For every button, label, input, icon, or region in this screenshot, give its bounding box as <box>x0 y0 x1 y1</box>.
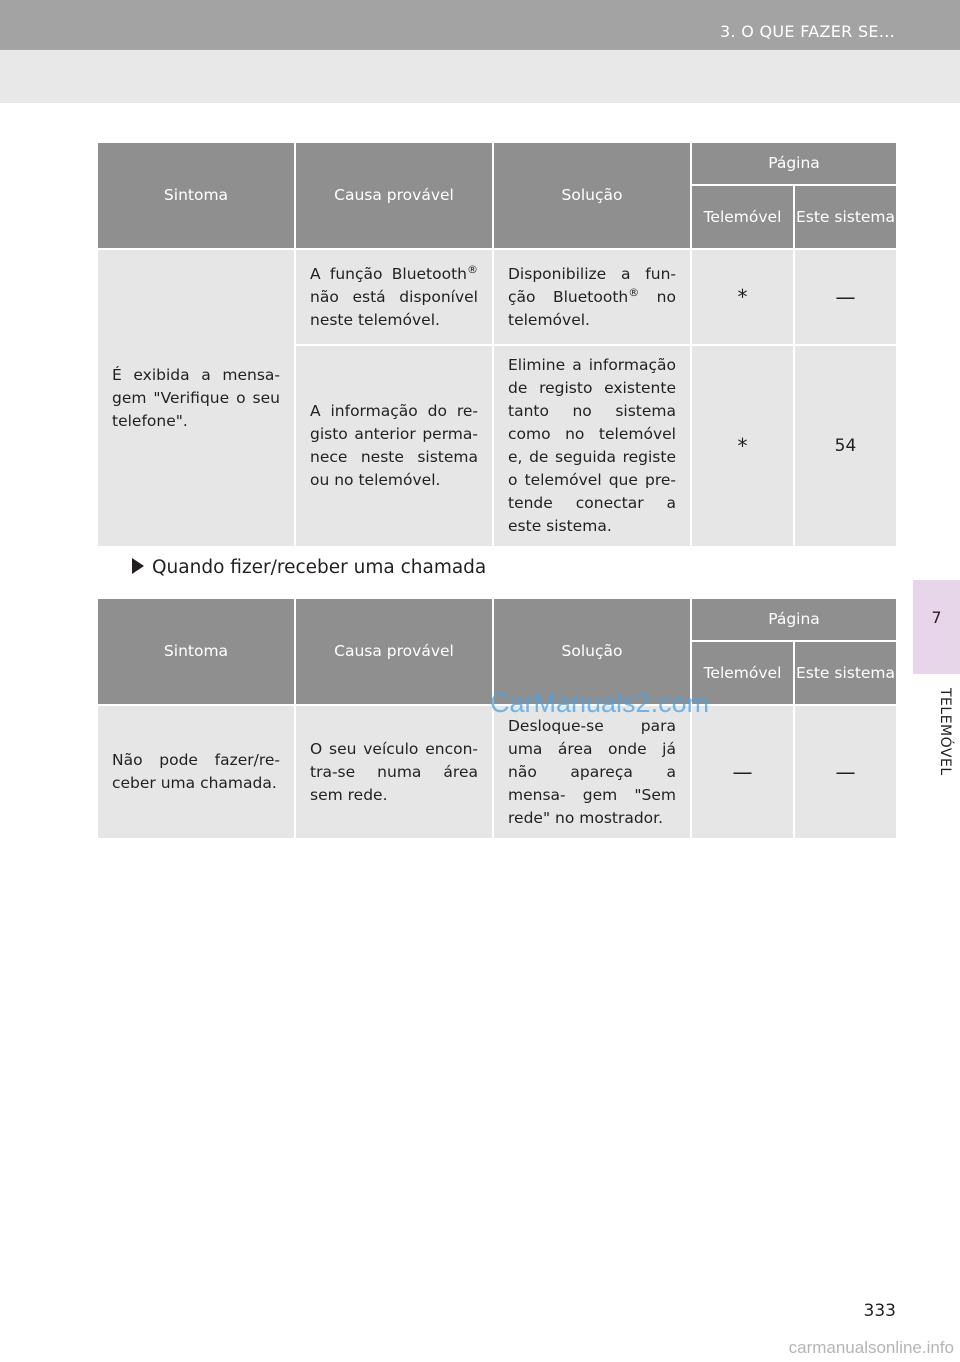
solution-cell: Elimine a informação de registo existente tanto no sistema como no telemóvel e, de seguida registe o telemóvel que pre- tende conectar a este sistema. <box>493 345 691 547</box>
chapter-tab <box>913 580 960 674</box>
header-sintoma: Sintoma <box>97 142 295 249</box>
symptom-cell: Não pode fazer/re- ceber uma chamada. <box>97 705 295 839</box>
bullet-triangle-icon <box>132 558 144 574</box>
cause-text: A função Bluetooth <box>310 264 467 283</box>
header-pagina: Página <box>691 598 897 641</box>
header-bar <box>0 0 960 50</box>
page-number: 333 <box>863 1301 896 1321</box>
table-row <box>97 249 897 345</box>
chapter-tab-label: TELEMÓVEL <box>937 688 953 776</box>
telemovel-page-cell: * <box>691 249 794 345</box>
solution-text: no telemóvel. <box>508 287 676 329</box>
header-causa: Causa provável <box>295 598 493 705</box>
solution-cell: Desloque-se para uma área onde já não apareça a mensa- gem "Sem rede" no mostrador. <box>493 705 691 839</box>
header-este-sistema: Este sistema <box>794 185 897 249</box>
header-sintoma: Sintoma <box>97 598 295 705</box>
section-heading <box>132 557 486 578</box>
cause-cell: O seu veículo encon- tra-se numa área sem rede. <box>295 705 493 839</box>
header-solucao: Solução <box>493 142 691 249</box>
solution-text: Disponibilize a fun- ção Bluetooth <box>508 264 676 306</box>
header-este-sistema: Este sistema <box>794 641 897 705</box>
registered-mark: ® <box>628 285 640 299</box>
solution-cell <box>493 249 691 345</box>
registered-mark: ® <box>467 262 478 276</box>
sistema-page-cell: — <box>794 249 897 345</box>
watermark-text: CarManuals2.com <box>490 688 710 718</box>
telemovel-page-cell: — <box>691 705 794 839</box>
sistema-page-cell: — <box>794 705 897 839</box>
symptom-cell: É exibida a mensa- gem "Verifique o seu telefone". <box>97 249 295 547</box>
cause-cell <box>295 249 493 345</box>
header-telemovel: Telemóvel <box>691 185 794 249</box>
cause-text: não está disponível neste telemóvel. <box>310 287 478 329</box>
chapter-title: 3. O QUE FAZER SE... <box>719 22 895 41</box>
header-telemovel: Telemóvel <box>691 641 794 705</box>
table-row <box>97 705 897 839</box>
sistema-page-cell: 54 <box>794 345 897 547</box>
cause-cell: A informação do re- gisto anterior perma- nece neste sistema ou no telemóvel. <box>295 345 493 547</box>
section-heading-text: Quando fizer/receber uma chamada <box>152 557 487 578</box>
header-causa: Causa provável <box>295 142 493 249</box>
chapter-tab-number: 7 <box>931 608 942 627</box>
telemovel-page-cell: * <box>691 345 794 547</box>
header-solucao: Solução <box>493 598 691 705</box>
footer-watermark: carmanualsonline.info <box>788 1338 954 1357</box>
troubleshooting-table-1 <box>96 141 898 548</box>
header-pagina: Página <box>691 142 897 185</box>
